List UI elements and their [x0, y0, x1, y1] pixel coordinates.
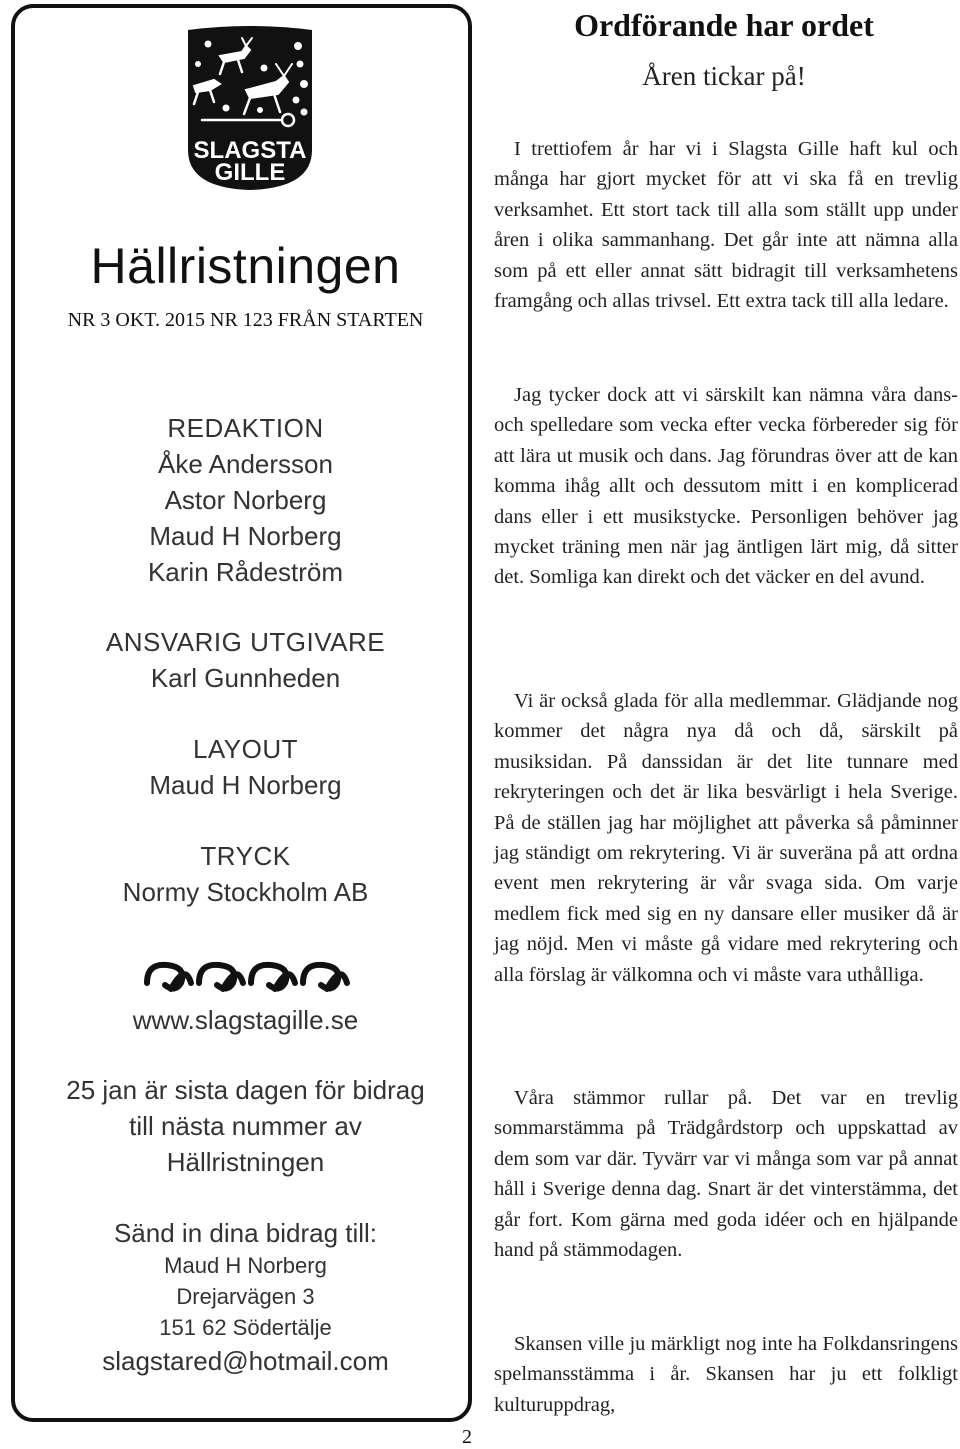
redaction-title: REDAKTION — [167, 413, 324, 443]
layout-title: LAYOUT — [192, 734, 299, 764]
article-paragraph: I trettiofem år har vi i Slagsta Gille haft kul och många har gjort mycket för att vi ska få en trevlig verksamhet. Ett stort tack till alla som ställt upp under åren i olika sammanhang. Det går inte att nämna alla som på ett eller annat sätt bidragit till verksamhetens framgång och allas trivsel. Ett extra tack till alla ledare. — [494, 138, 958, 313]
redaction-member: Åke Andersson — [158, 449, 333, 479]
ornament-divider — [15, 953, 476, 1000]
redaction-member: Astor Norberg — [164, 485, 327, 515]
svg-text:GILLE: GILLE — [214, 159, 286, 186]
article-paragraph: Vi är också glada för alla medlemmar. Glädjande nog kommer det några nya då och då, särskilt på musiksidan. På danssidan är det lite tunnare med rekryteringen och det är lika besvärligt i hela Sverige. På de ställen jag har möjlighet att påverka så påminner jag ständigt om rekrytering. Vi är suveräna på att ordna event men rekrytering är vår svaga sida. Om varje medlem fick med sig en ny dansare eller musiker då är jag nöjd. Men vi måste gå vidare med rekrytering och alla förslag är välkomna och vi måste vara uthålliga. — [494, 690, 958, 986]
publisher-name: Karl Gunnheden — [150, 663, 341, 693]
redaction-member: Maud H Norberg — [149, 521, 342, 551]
deadline-line: 25 jan är sista dagen för bidrag — [66, 1075, 425, 1105]
article-title: Ordförande har ordet — [574, 7, 874, 43]
print-name: Normy Stockholm AB — [122, 877, 369, 907]
newsletter-title: Hällristningen — [90, 238, 401, 294]
article-subtitle: Åren tickar på! — [642, 61, 806, 91]
deadline-notice — [15, 1072, 476, 1180]
redaction-block — [15, 410, 476, 590]
deadline-line: till nästa nummer av — [129, 1111, 362, 1141]
logo-emblem — [180, 24, 320, 192]
address-line: Drejarvägen 3 — [176, 1284, 315, 1309]
issue-number: NR 3 OKT. 2015 NR 123 FRÅN STARTEN — [67, 309, 424, 331]
page-number: 2 — [462, 1426, 472, 1448]
article-paragraph: Våra stämmor rullar på. Det var en trevlig sommarstämma på Trädgårdstorp och uppskattad av dem som var där. Tyvärr var vi många som var på annat håll i Sverige denna dag. Snart är det vinterstämma, det går fort. Kom gärna med goda idéer och en hjälpande hand på stämmodagen. — [494, 1087, 958, 1262]
layout-name: Maud H Norberg — [149, 770, 342, 800]
address-line: Maud H Norberg — [164, 1253, 327, 1278]
publisher-block — [15, 624, 476, 696]
swirl-ornament-icon — [141, 953, 351, 995]
slagsta-gille-logo — [180, 24, 320, 192]
deadline-line: Hällristningen — [166, 1147, 325, 1177]
redaction-member: Karin Rådeström — [147, 557, 344, 587]
send-contributions-title: Sänd in dina bidrag till: — [113, 1218, 378, 1248]
article-paragraph: Skansen ville ju märkligt nog inte ha Folkdansringens spelmansstämma i år. Skansen har ju ett folkligt kulturuppdrag, — [494, 1333, 958, 1416]
postal-address — [15, 1250, 476, 1343]
svg-text:SLAGSTA: SLAGSTA — [193, 137, 307, 164]
publisher-title: ANSVARIG UTGIVARE — [105, 627, 386, 657]
contact-email-link[interactable]: slagstared@hotmail.com — [102, 1346, 389, 1376]
layout-block — [15, 731, 476, 803]
address-line: 151 62 Södertälje — [159, 1315, 332, 1340]
print-title: TRYCK — [200, 841, 291, 871]
website-link[interactable]: www.slagstagille.se — [132, 1005, 359, 1035]
info-panel — [11, 4, 472, 1422]
print-block — [15, 838, 476, 910]
article-paragraph: Jag tycker dock att vi särskilt kan nämna våra dans- och spelledare som vecka efter vecka förbereder sig för att lära ut musik och dans. Jag förundras över att de kan komma ihåg allt och dessutom mitt i en komplicerad dans eller i ett musikstycke. Personligen behöver jag mycket träning men när jag äntligen lärt mig, då sitter det. Somliga kan direkt och det väcker en del avund. — [494, 384, 958, 589]
